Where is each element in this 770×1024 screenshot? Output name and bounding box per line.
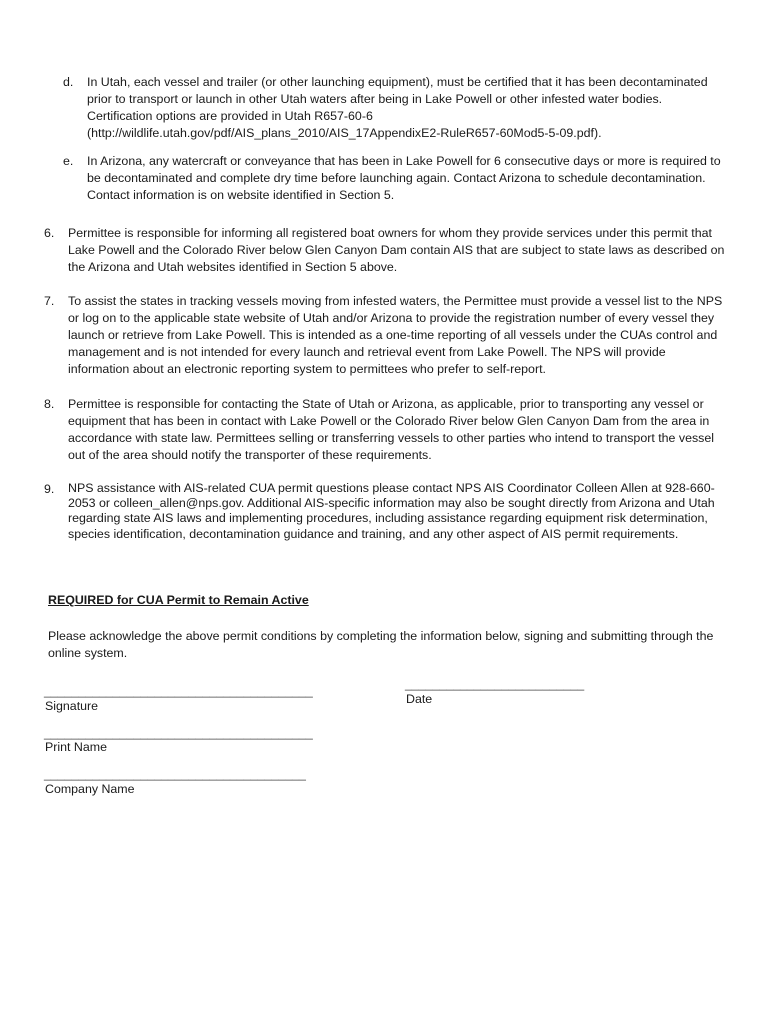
subitem-text: In Utah, each vessel and trailer (or other launching equipment), must be certified that it has been decontaminated prior to transport or launch in other Utah waters after being in Lake Powell or other infested water bodies. Certification options are provided in Utah R657-60-6 (http://wildlife.utah.gov/pdf/AIS_plans_2010/AIS_17AppendixE2-RuleR657-60Mod5-5-09.pdf). bbox=[87, 75, 708, 140]
list-item-7 bbox=[44, 293, 728, 378]
signature-label: Signature bbox=[45, 699, 99, 713]
acknowledge-text: Please acknowledge the above permit conditions by completing the information below, signing and submitting through the online system. bbox=[48, 629, 714, 660]
item-text: Permittee is responsible for informing all registered boat owners for whom they provide services under this permit that Lake Powell and the Colorado River below Glen Canyon Dam contain AIS that are subject to state laws as described on the Arizona and Utah websites identified in Section 5 above. bbox=[68, 226, 725, 274]
item-text: To assist the states in tracking vessels moving from infested waters, the Permittee must provide a vessel list to the NPS or log on to the applicable state website of Utah and/or Arizona to provide the registration number of every vessel they launch or retrieve from Lake Powell. This is intended as a one-time reporting of all vessels under the CUAs control and management and is not intended for every launch and retrieval event from Lake Powell. The NPS will provide information about an electronic reporting system to permittees who prefer to self-report. bbox=[68, 294, 723, 376]
subitem-text: In Arizona, any watercraft or conveyance that has been in Lake Powell for 6 consecutive days or more is required to be decontaminated and complete dry time before launching again. Contact Arizona to schedule decontamination. Contact information is on website identified in Section 5. bbox=[87, 154, 721, 202]
list-item-6 bbox=[44, 225, 728, 276]
list-item-8 bbox=[44, 396, 728, 464]
list-subitem-d bbox=[63, 74, 728, 142]
signature-field[interactable]: _______________________________________ bbox=[44, 684, 313, 698]
item-text: Permittee is responsible for contacting the State of Utah or Arizona, as applicable, prior to transporting any vessel or equipment that has been in contact with Lake Powell or the Colorado River below Glen Canyon Dam from the area in accordance with state law. Permittees selling or transferring vessels to other parties who intend to transport the vessel out of the area should notify the transporter of these requirements. bbox=[68, 397, 715, 462]
subitem-marker: e. bbox=[63, 154, 74, 168]
company-name-field[interactable]: ______________________________________ bbox=[44, 767, 306, 781]
date-field[interactable]: __________________________ bbox=[405, 677, 585, 691]
item-marker: 6. bbox=[44, 226, 55, 240]
company-name-label: Company Name bbox=[45, 782, 135, 796]
required-heading: REQUIRED for CUA Permit to Remain Active bbox=[48, 593, 309, 607]
item-marker: 8. bbox=[44, 397, 55, 411]
item-text: NPS assistance with AIS-related CUA permit questions please contact NPS AIS Coordinator Colleen Allen at 928-660-2053 or colleen_allen@nps.gov. Additional AIS-specific information may also be sought directly from Arizona and Utah regarding state AIS laws and implementing procedures, including assistance regarding equipment risk determination, species identification, decontamination guidance and training, and any other aspect of AIS permit requirements. bbox=[68, 481, 715, 541]
print-name-label: Print Name bbox=[45, 740, 107, 754]
list-subitem-e bbox=[63, 153, 728, 204]
item-marker: 7. bbox=[44, 294, 55, 308]
date-label: Date bbox=[406, 692, 433, 706]
list-item-9 bbox=[44, 481, 728, 542]
item-marker: 9. bbox=[44, 482, 55, 496]
print-name-field[interactable]: _______________________________________ bbox=[44, 726, 313, 740]
subitem-marker: d. bbox=[63, 75, 74, 89]
